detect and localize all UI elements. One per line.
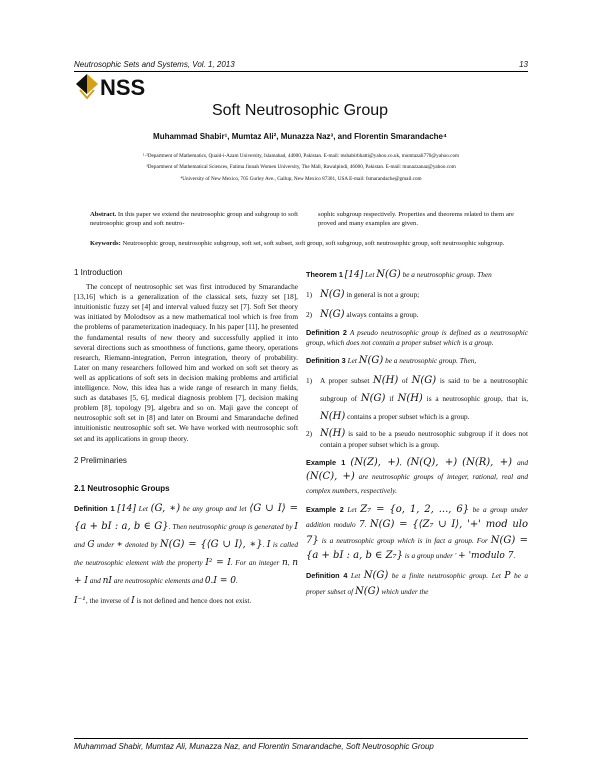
- def4-label: Definition 4: [306, 571, 348, 581]
- def1-m8: I² = I: [205, 557, 231, 568]
- def1-t2: be any group and let: [182, 503, 247, 513]
- def1-t6: denoted by: [125, 539, 158, 549]
- def3-i1-t6: contains a proper subset which is a group.: [347, 412, 470, 422]
- def4-m2: P: [504, 571, 511, 582]
- ex2-label: Example 2: [306, 505, 344, 515]
- def3-i1-t3: is said to be a neutrosophic subgroup of: [320, 376, 529, 404]
- ex2-t5: is a group under ': [404, 551, 457, 561]
- def1-t14: , the inverse of: [85, 595, 130, 605]
- page-number: 13: [519, 60, 528, 69]
- def1-t15: is not defined and hence does not exist.: [136, 595, 252, 605]
- def3-i2-num: 2): [306, 429, 313, 439]
- intro-heading: 1 Introduction: [74, 268, 123, 277]
- def1-m5: ∗: [116, 539, 123, 550]
- def1-t13: .: [235, 575, 238, 585]
- affiliation-2: ³Department of Mathematical Sciences, Fatima Jinnah Women University, The Mall, Rawalpindi, 46000, Pakistan. E-mail: munazzanaz@yahoo.com: [146, 164, 456, 170]
- def1-cite: [14]: [117, 503, 136, 514]
- thm1-i1-m: N(G): [320, 289, 345, 300]
- neutrosophic-groups-heading: 2.1 Neutrosophic Groups: [74, 483, 170, 493]
- def2-label: Definition 2: [306, 328, 347, 337]
- ex1-label: Example 1: [306, 458, 346, 468]
- keywords-text: Neutrosophic group, neutrosophic subgroup, soft set, soft subset, soft group, soft subgroup, soft neutrosophic group, soft neutrosophic subgroup.: [122, 240, 505, 247]
- author-list: Muhammad Shabir¹, Mumtaz Ali², Munazza Naz³, and Florentin Smarandache⁴: [153, 132, 447, 141]
- def1-t1: Let: [138, 503, 148, 513]
- def4-t3: be a proper subset of: [306, 571, 529, 597]
- def1-m10: n + I: [74, 557, 298, 586]
- thm1-i2-t: always contains a group.: [346, 310, 419, 319]
- ex2-t6: .: [513, 551, 516, 561]
- def3-i1-t2: of: [401, 376, 409, 386]
- thm1-t1: Let: [365, 270, 375, 279]
- def3-i1-m2: N(G): [411, 375, 437, 387]
- def3-i1-m4: N(H): [397, 393, 423, 405]
- def4-t1: Let: [350, 571, 361, 581]
- def1-t8: is called the neutrosophic element with the property: [74, 539, 299, 567]
- ex1-t2: and: [517, 458, 529, 468]
- def1-label: Definition 1: [74, 503, 115, 513]
- def2-text: A pseudo neutrosophic group is defined as a neutrosophic group, which does not contain a proper subset which is a group.: [306, 328, 528, 348]
- def3-i1-m1: N(H): [373, 375, 399, 387]
- def1-t5: under: [97, 539, 115, 549]
- ex2-t3: .: [364, 520, 367, 530]
- def3-t1: Let: [347, 356, 357, 366]
- def1-m4: G: [87, 539, 95, 550]
- left-column: [74, 268, 298, 606]
- definition-3-item-1: [306, 372, 528, 426]
- definition-2: [306, 328, 528, 348]
- def1-t12: are neutrosophic elements and: [113, 575, 203, 585]
- ex2-t2: be a group under addition modulo: [306, 505, 528, 530]
- thm1-i2-m: N(G): [320, 309, 345, 320]
- def4-t2: be a finite neutrosophic group. Let: [391, 571, 501, 581]
- thm1-cite: [14]: [344, 270, 364, 280]
- def3-m1: N(G): [358, 355, 384, 367]
- ex1-m1: (N(Z), +): [350, 457, 400, 469]
- example-2: [306, 502, 528, 564]
- abstract-left: [90, 210, 298, 229]
- footer-rule: [74, 738, 528, 739]
- ex2-m2: 7: [358, 520, 365, 531]
- def3-i1-m3: N(G): [360, 393, 386, 405]
- definition-1: [74, 500, 298, 590]
- logo-text: NSS: [100, 75, 146, 100]
- definition-3: [306, 354, 528, 368]
- ex1-m3: (N(R), +): [462, 457, 513, 469]
- theorem-1: [306, 268, 528, 282]
- ex2-m5: + 'modulo 7: [458, 551, 514, 562]
- def3-t2: be a neutrosophic group. Then,: [385, 356, 477, 366]
- thm1-i1-num: 1): [306, 290, 313, 299]
- def3-i1-t5: is a neutrosophic group, that is,: [426, 394, 529, 404]
- ex1-t1: ,: [399, 458, 402, 468]
- theorem-1-item-1: [306, 288, 528, 302]
- def1-t3: . Then neutrosophic group is generated by: [168, 521, 293, 531]
- footer-citation: Muhammad Shabir, Mumtaz Ali, Munazza Naz, and Florentin Smarandache, Soft Neutrosophic Group: [74, 742, 434, 751]
- def1-t10: ,: [287, 557, 290, 567]
- def1-m11: nI: [102, 575, 112, 586]
- ex2-t1: Let: [347, 505, 357, 515]
- def1-t9: . For an integer: [230, 557, 280, 567]
- def1-m12: 0.I = 0: [204, 575, 236, 586]
- inverse-note: [74, 596, 298, 606]
- thm1-t2: be a neutrosophic group. Then: [402, 270, 492, 279]
- def3-i1-t4: if: [389, 394, 394, 404]
- def1-t4: and: [74, 539, 85, 549]
- paper-title: Soft Neutrosophic Group: [211, 102, 389, 119]
- def3-i1-t1: A proper subset: [320, 376, 370, 386]
- right-column: [306, 268, 528, 599]
- def1-m1: (G, ∗): [150, 502, 181, 514]
- affiliation-3: ⁴University of New Mexico, 705 Gurley Ave., Gallup, New Mexico 87301, USA E-mail: fsmarandache@gmail.com: [180, 176, 422, 182]
- def1-t7: .: [262, 539, 265, 549]
- ex1-m2: (N(Q), +): [406, 457, 458, 469]
- def1-m13: I⁻¹: [74, 595, 86, 606]
- logo-mark-icon: [76, 74, 98, 98]
- abstract-text-left: In this paper we extend the neutrosophic group and subgroup to soft neutrosophic group and soft neutro-: [90, 211, 298, 228]
- def3-i2-m1: N(H): [320, 428, 346, 440]
- def3-label: Definition 3: [306, 356, 346, 366]
- ex2-t4: is a neutrosophic group which is in fact a group. For: [321, 536, 488, 546]
- def4-m3: N(G): [355, 586, 380, 598]
- theorem-1-item-2: [306, 308, 528, 322]
- def3-i2-t1: is said to be a pseudo neutrosophic subgroup if it does not contain a proper subset which is a group.: [320, 429, 528, 450]
- thm1-i1-t: in general is not a group;: [346, 290, 420, 299]
- abstract-right: sophic subgroup respectively. Properties and theorems related to them are proved and many examples are given.: [318, 211, 514, 228]
- intro-paragraph: The concept of neutrosophic set was first introduced by Smarandache [13,16] which is a generalization of the classical sets, fuzzy set [18], intuitionistic fuzzy set [4] and interval valued fuzzy set [7]. Soft Set theory was initiated by Molodtsov as a new mathematical tool which is free from the problems of parameterization inadequacy. In his paper [11], he presented the fundamental results of new theory and successfully applied it into several directions such as smoothness of functions, game theory, operations research, Riemann-integration, Perron integration, theory of probability. Later on many researchers followed him and worked on soft set theory as well as applications of soft sets in decision making problems and artificial intelligence. Now, this idea has a wide range of research in many fields, such as databases [5, 6], medical diagnosis problem [7], decision making problem [8], topology [9], algebra and so on. Maji gave the concept of neutrosophic soft set in [8] and later on Broumi and Smarandache defined intuitionistic neutrosophic soft set. We have worked with neutrosophic soft set and its applications in group theory.: [74, 282, 298, 443]
- def3-i1-m5: N(H): [320, 411, 346, 423]
- journal-header: Neutrosophic Sets and Systems, Vol. 1, 2013: [74, 60, 235, 69]
- def3-i1-num: 1): [306, 376, 313, 386]
- thm1-i2-num: 2): [306, 310, 313, 319]
- definition-3-item-2: [306, 428, 528, 450]
- thm1-label: Theorem 1: [306, 270, 343, 279]
- def4-m1: N(G): [363, 570, 389, 582]
- def1-m2: ⟨G ∪ I⟩ = {a + bI : a, b ∈ G}: [74, 502, 299, 532]
- ex1-m4: (N(C), +): [306, 471, 355, 483]
- def1-m9: n: [281, 557, 288, 568]
- ex2-m4: N(G) = {a + bI : a, b ∈ Z₇}: [306, 535, 528, 562]
- ex1-t3: are neutrosophic groups of integer, rational, real and complex numbers, respectively.: [306, 472, 529, 496]
- def1-m3: I: [294, 521, 298, 532]
- def1-t11: and: [89, 575, 101, 585]
- preliminaries-heading: 2 Preliminaries: [74, 455, 127, 465]
- example-1: [306, 456, 528, 498]
- affiliation-1: ¹·²Department of Mathematics, Quaid-i-Azam University, Islamabad, 44000, Pakistan. E-mail: mshabirbhatti@yahoo.co.uk, mumtazali770@yahoo.com: [142, 153, 460, 159]
- keywords: [90, 239, 510, 248]
- def1-m14: I: [131, 595, 135, 606]
- definition-4: [306, 568, 528, 599]
- def1-m6: N(G) = {⟨G ∪ I⟩, ∗}: [159, 538, 263, 550]
- ex2-m3: N(G) = {⟨Z₇ ∪ I⟩, '+' mod ulo 7}: [306, 519, 528, 547]
- def4-t4: which under the: [381, 587, 429, 597]
- keywords-label: Keywords:: [90, 240, 121, 247]
- def1-m7: I: [266, 539, 271, 550]
- thm1-m1: N(G): [376, 269, 401, 280]
- ex2-m1: Z₇ = {o, 1, 2, ..., 6}: [360, 504, 470, 516]
- abstract-label: Abstract.: [90, 211, 117, 218]
